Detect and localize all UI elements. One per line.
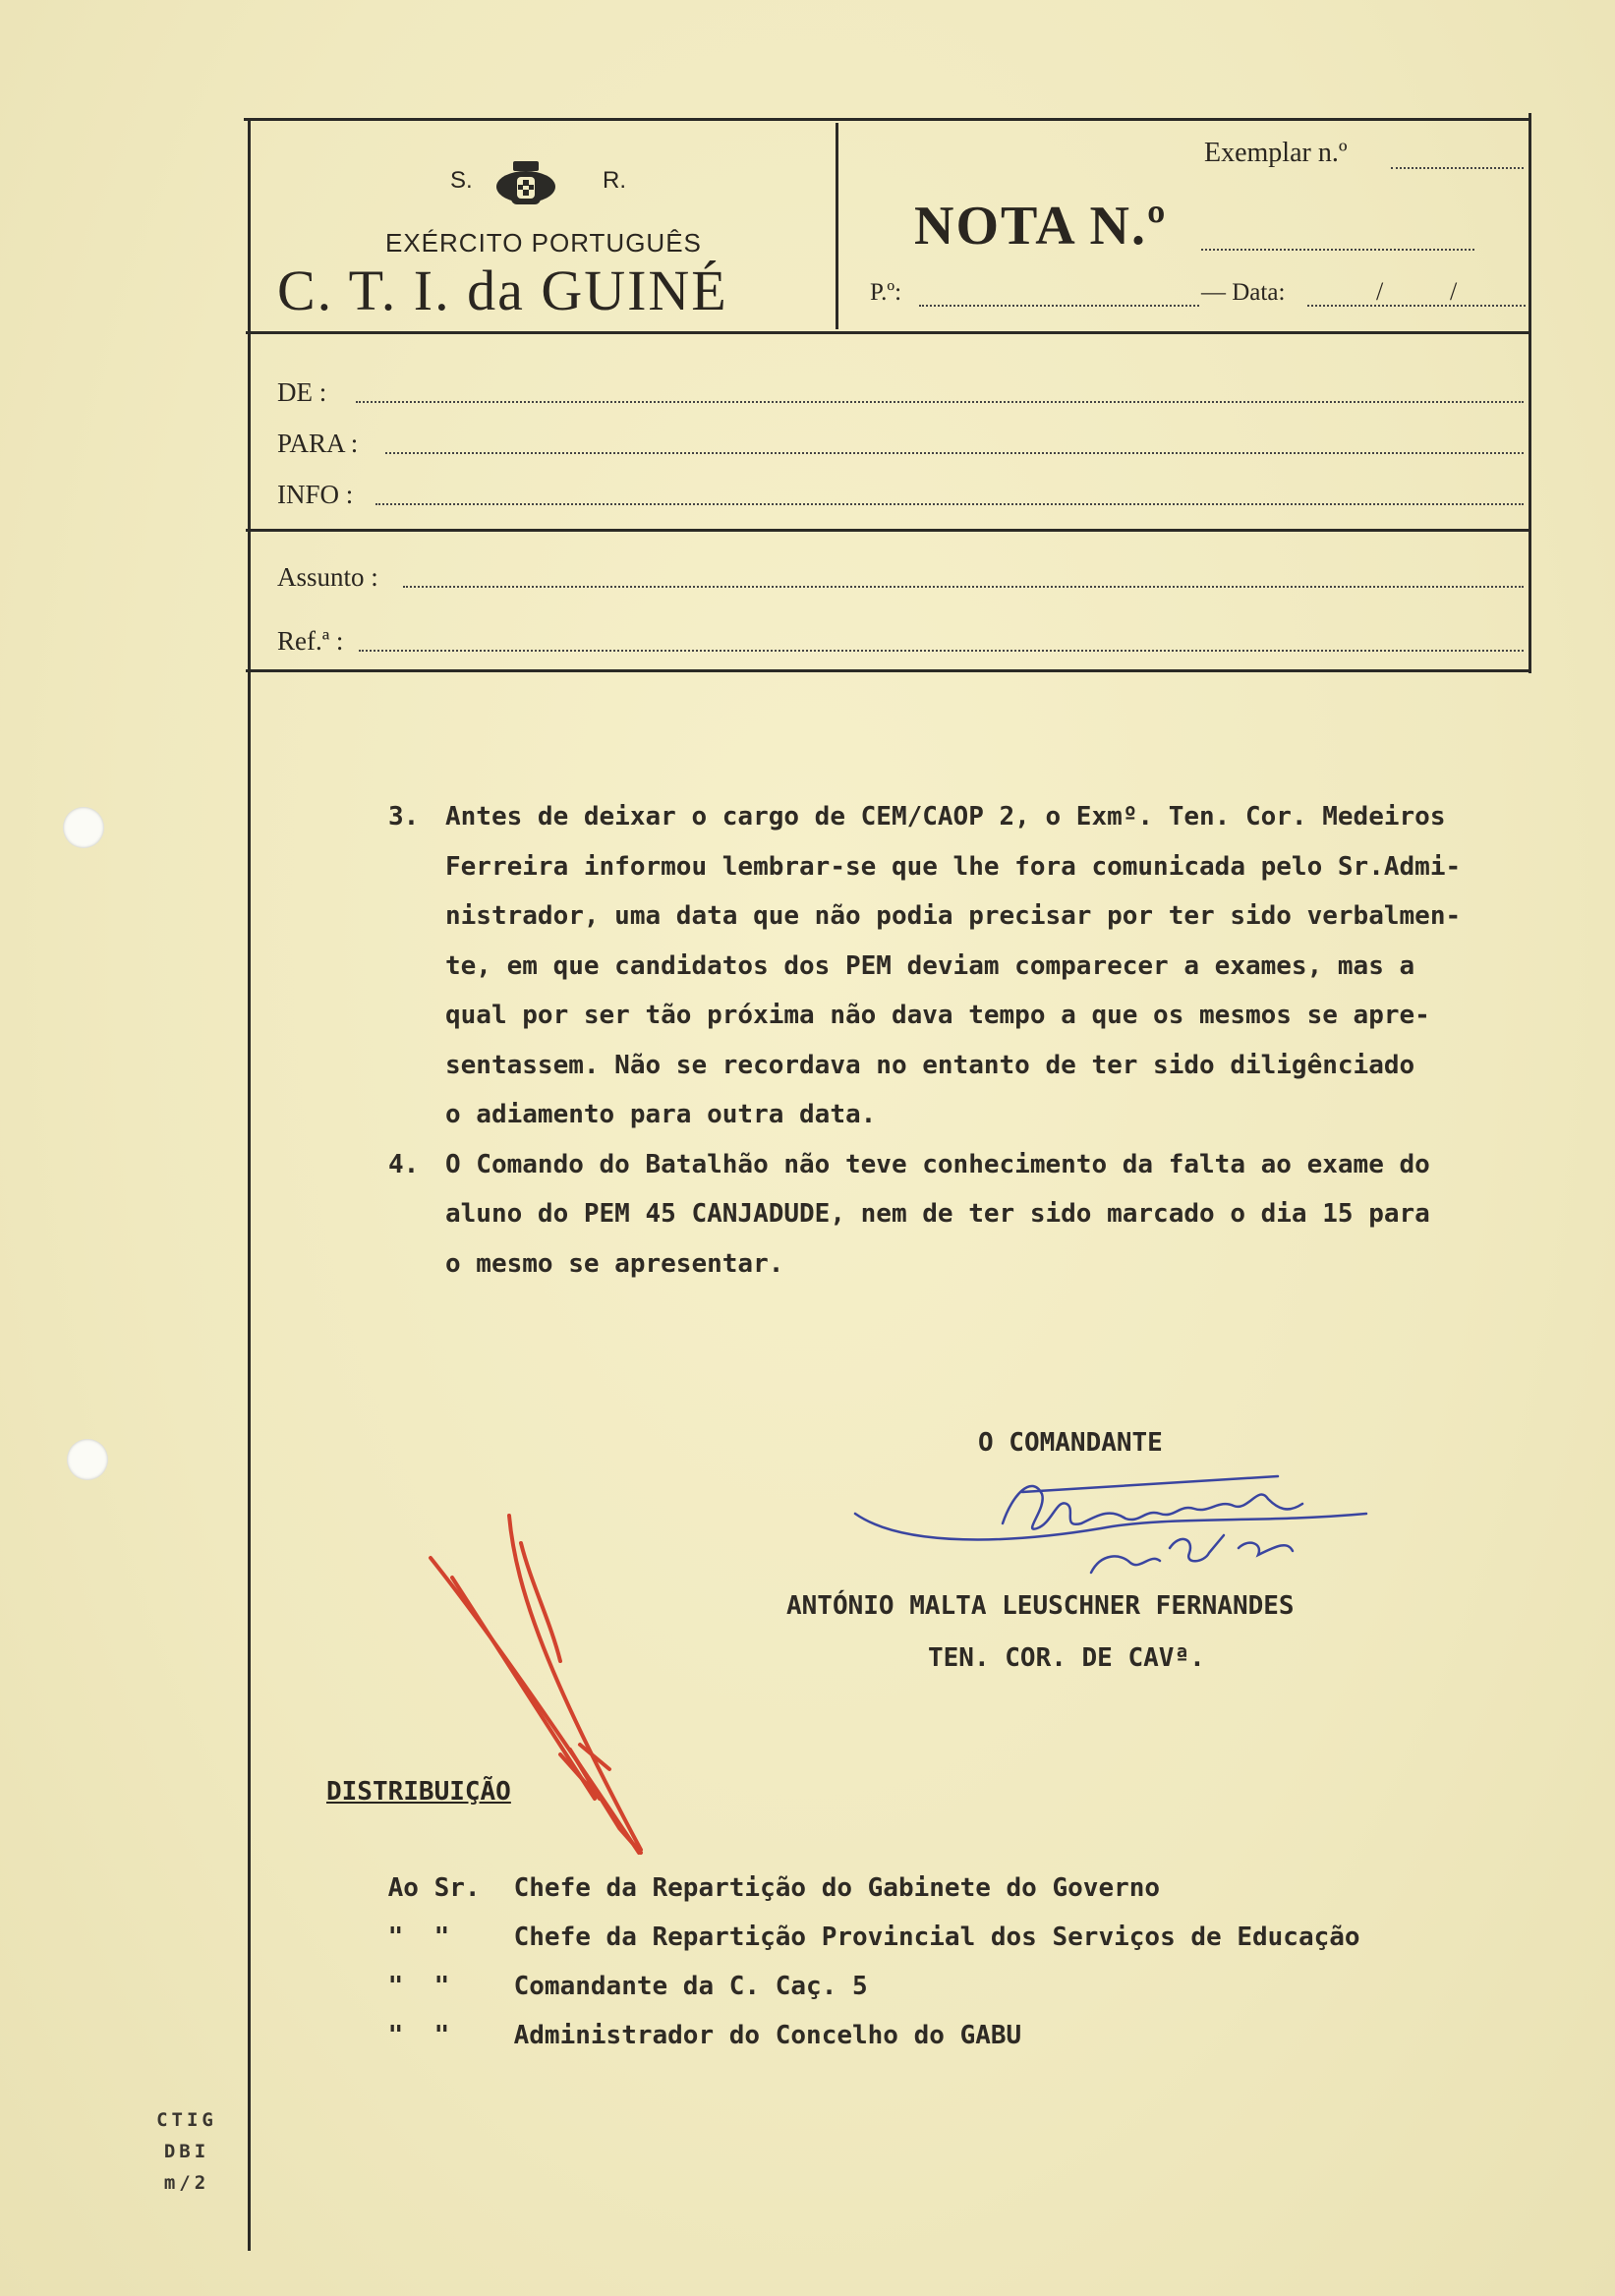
distribution-prefix: " " bbox=[387, 1972, 450, 2001]
ref-label: Ref.ª : bbox=[277, 626, 344, 656]
handwritten-signature bbox=[845, 1455, 1376, 1612]
exemplar-label: Exemplar n.º bbox=[1204, 138, 1348, 168]
header-right-border bbox=[1528, 113, 1531, 673]
unit-name: C. T. I. da GUINÉ bbox=[277, 258, 728, 322]
text-line: sentassem. Não se recordava no entanto de ter sido diligênciado bbox=[445, 1050, 1415, 1080]
para-field bbox=[385, 452, 1524, 454]
text-line: o mesmo se apresentar. bbox=[445, 1248, 784, 1279]
text-line: te, em que candidatos dos PEM deviam comparecer a exames, mas a bbox=[445, 950, 1415, 981]
header-s: S. bbox=[450, 167, 473, 194]
text-line: nistrador, uma data que não podia precisar por ter sido verbalmen- bbox=[445, 901, 1462, 931]
punch-hole-top bbox=[63, 807, 104, 848]
header-top-border bbox=[244, 118, 1531, 121]
header-line-1 bbox=[246, 331, 1528, 334]
distribution-prefix: " " bbox=[387, 2021, 450, 2050]
distribution-recipient: Chefe da Repartição Provincial dos Serviços de Educação bbox=[513, 1923, 1360, 1952]
army-name: EXÉRCITO PORTUGUÊS bbox=[385, 228, 702, 258]
commander-rank: TEN. COR. DE CAVª. bbox=[928, 1643, 1205, 1673]
paragraph-4 bbox=[388, 1140, 1615, 1290]
date-separator-1: / bbox=[1376, 277, 1384, 306]
commander-title: O COMANDANTE bbox=[978, 1428, 1163, 1458]
ref-field bbox=[359, 650, 1524, 652]
body-text bbox=[388, 792, 1615, 1289]
assunto-label: Assunto : bbox=[277, 562, 378, 592]
date-field bbox=[1307, 305, 1526, 307]
red-arrow-icon bbox=[413, 1504, 668, 1877]
header-bottom-border bbox=[246, 669, 1531, 672]
coat-of-arms-icon bbox=[491, 149, 560, 218]
header-divider bbox=[836, 123, 838, 329]
info-field bbox=[375, 503, 1524, 505]
distribution-row bbox=[326, 1991, 1021, 2080]
form-code-line-3: m/2 bbox=[163, 2172, 210, 2194]
distribution-recipient: Administrador do Concelho do GABU bbox=[513, 2021, 1022, 2050]
distribution-recipient: Chefe da Repartição do Gabinete do Governo bbox=[513, 1873, 1161, 1903]
header-r: R. bbox=[603, 167, 626, 194]
date-separator-2: / bbox=[1450, 277, 1458, 306]
assunto-field bbox=[403, 586, 1524, 588]
exemplar-field bbox=[1391, 167, 1524, 169]
header-line-2 bbox=[246, 529, 1528, 532]
info-label: INFO : bbox=[277, 480, 354, 509]
text-line: Ferreira informou lembrar-se que lhe fora comunicada pelo Sr.Admi- bbox=[445, 851, 1462, 882]
punch-hole-bottom bbox=[67, 1439, 108, 1480]
nota-number-field bbox=[1201, 249, 1474, 251]
date-label: — Data: bbox=[1201, 279, 1286, 306]
text-line: o adiamento para outra data. bbox=[445, 1100, 877, 1129]
distribution-title: DISTRIBUIÇÃO bbox=[326, 1777, 511, 1807]
distribution-prefix: " " bbox=[387, 1923, 450, 1952]
nota-label: NOTA N.º bbox=[914, 196, 1168, 257]
paragraph-number: 3. bbox=[388, 802, 420, 832]
text-line: qual por ser tão próxima não dava tempo a que os mesmos se apre- bbox=[445, 1001, 1430, 1030]
distribution-prefix: Ao Sr. bbox=[387, 1873, 481, 1903]
de-field bbox=[356, 401, 1524, 403]
proc-field bbox=[919, 305, 1199, 307]
distribution-recipient: Comandante da C. Caç. 5 bbox=[513, 1972, 868, 2001]
para-label: PARA : bbox=[277, 429, 359, 458]
text-line: Antes de deixar o cargo de CEM/CAOP 2, o Exmº. Ten. Cor. Medeiros bbox=[445, 802, 1446, 832]
form-code-line-2: DBI bbox=[163, 2141, 210, 2162]
commander-name: ANTÓNIO MALTA LEUSCHNER FERNANDES bbox=[786, 1591, 1295, 1621]
paragraph-number: 4. bbox=[388, 1149, 420, 1179]
form-code-line-1: CTIG bbox=[156, 2109, 217, 2131]
left-margin-line bbox=[248, 118, 251, 2251]
paragraph-3 bbox=[388, 792, 1615, 1140]
text-line: aluno do PEM 45 CANJADUDE, nem de ter sido marcado o dia 15 para bbox=[445, 1199, 1430, 1229]
proc-label: P.º: bbox=[870, 279, 902, 306]
text-line: O Comando do Batalhão não teve conhecimento da falta ao exame do bbox=[445, 1149, 1430, 1179]
de-label: DE : bbox=[277, 377, 327, 407]
